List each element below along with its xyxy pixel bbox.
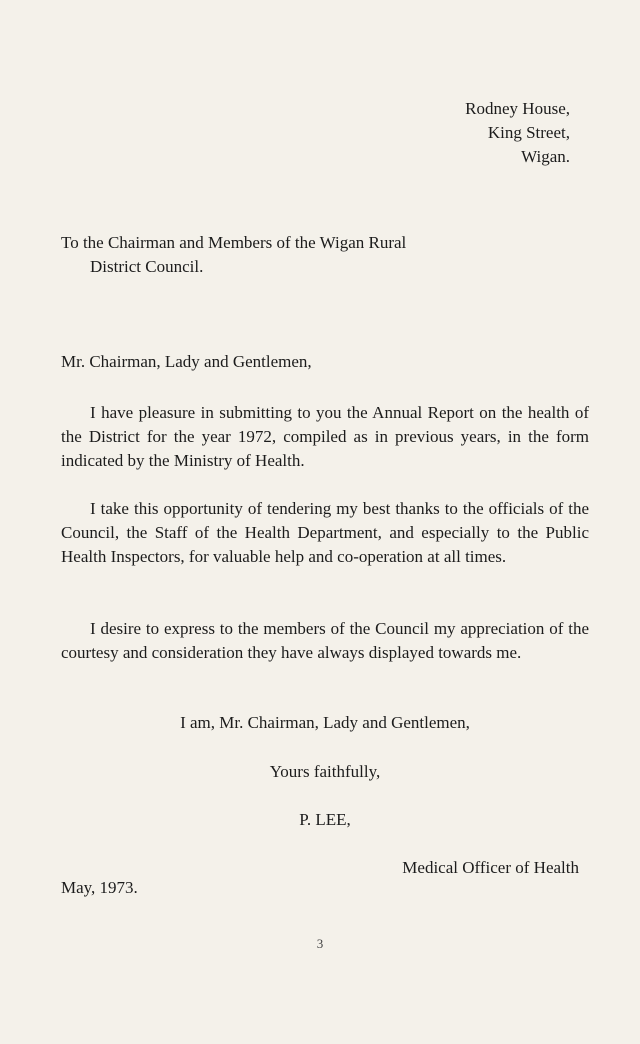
valediction: Yours faithfully, bbox=[269, 762, 381, 781]
addressee-line-2: District Council. bbox=[90, 257, 204, 276]
addressee-block bbox=[61, 231, 406, 279]
addressee-line-1: To the Chairman and Members of the Wigan Rural bbox=[61, 233, 407, 252]
paragraph-1: I have pleasure in submitting to you the Annual Report on the health of the District for the year 1972, compiled as in previous years, in the form indicated by the Ministry of Health. bbox=[61, 403, 589, 470]
salutation: Mr. Chairman, Lady and Gentlemen, bbox=[61, 352, 312, 371]
address-line-1: Rodney House, bbox=[465, 99, 570, 118]
address-line-2: King Street, bbox=[487, 123, 570, 142]
paragraph-3: I desire to express to the members of the Council my appreciation of the courtesy and consideration they have always displayed towards me. bbox=[61, 619, 589, 662]
paragraph-2: I take this opportunity of tendering my best thanks to the officials of the Council, the Staff of the Health Department, and especially to the Public Health Inspectors, for valuable help and co-operation at all times. bbox=[61, 499, 589, 566]
page-number: 3 bbox=[316, 936, 324, 951]
sender-address bbox=[465, 97, 570, 169]
signature-name: P. LEE, bbox=[299, 810, 351, 829]
closing-line: I am, Mr. Chairman, Lady and Gentlemen, bbox=[180, 713, 470, 732]
letter-date: May, 1973. bbox=[61, 878, 138, 897]
signatory-title: Medical Officer of Health bbox=[402, 858, 579, 877]
address-line-3: Wigan. bbox=[521, 147, 570, 166]
